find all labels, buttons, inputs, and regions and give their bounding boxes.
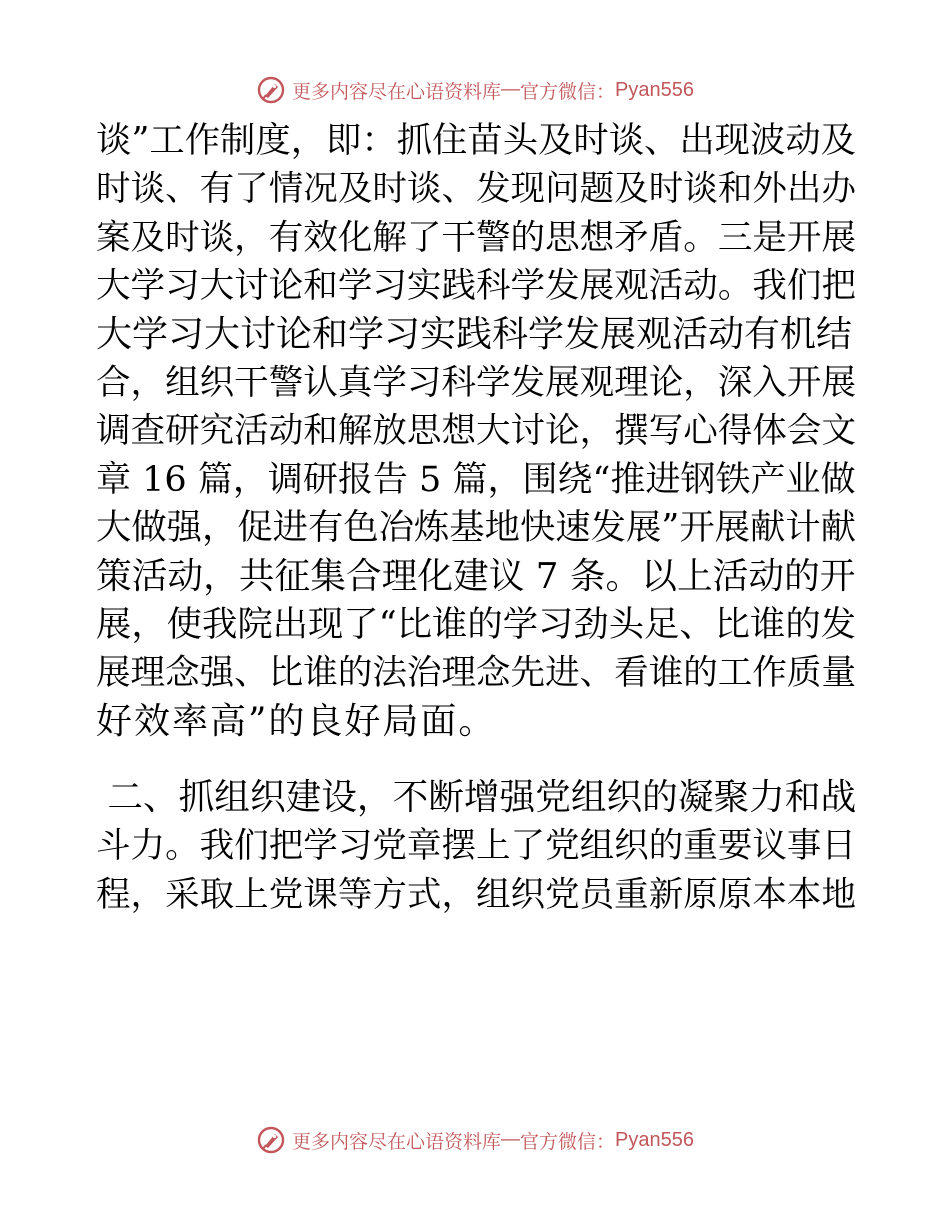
paragraph-2 [96,774,856,919]
text-line: 展理念强、比谁的法治理念先进、看谁的工作质量 [96,653,856,694]
text-line: 案及时谈，有效化解了干警的思想矛盾。三是开展 [96,217,856,258]
footer-banner [0,1120,950,1160]
header-banner-text: 更多内容尽在心语资料库 [292,80,502,103]
pen-nib-logo-icon [256,75,286,105]
text-line: 二、抓组织建设，不断增强党组织的凝聚力和战 [96,777,857,819]
paragraph-1 [96,117,856,746]
header-banner-dash: — [501,79,521,100]
paragraph-gap [96,746,856,774]
footer-banner-text: 更多内容尽在心语资料库 [292,1130,502,1153]
text-line: 调查研究活动和解放思想大讨论，撰写心得体会文 [96,411,856,452]
footer-banner-dash: — [501,1129,521,1150]
text-line: 好效率高”的良好局面。 [96,700,497,742]
text-line: 谈”工作制度，即：抓住苗头及时谈、出现波动及 [96,120,856,161]
text-line: 时谈、有了情况及时谈、发现问题及时谈和外出办 [96,169,856,210]
header-wechat-id: Pyan556 [615,78,694,101]
text-line: 章 16 篇，调研报告 5 篇，围绕“推进钢铁产业做 [96,458,856,500]
footer-wechat-label: 官方微信： [520,1130,616,1153]
text-line: 斗力。我们把学习党章摆上了党组织的重要议事日 [96,826,856,867]
header-wechat-label: 官方微信： [520,80,616,103]
footer-wechat-id: Pyan556 [615,1128,694,1151]
header-banner [0,70,950,110]
text-line: 大学习大讨论和学习实践科学发展观活动。我们把 [96,266,856,307]
pen-nib-logo-icon [256,1125,286,1155]
text-line: 大学习大讨论和学习实践科学发展观活动有机结 [96,313,853,355]
text-line: 策活动，共征集合理化建议 7 条。以上活动的开 [96,555,856,597]
text-line: 大做强，促进有色冶炼基地快速发展”开展献计献 [96,507,856,549]
text-line: 合，组织干警认真学习科学发展观理论，深入开展 [96,362,856,403]
text-line: 展，使我院出现了“比谁的学习劲头足、比谁的发 [96,603,856,645]
body-text [96,117,856,919]
text-line: 程，采取上党课等方式，组织党员重新原原本本地 [96,874,856,915]
